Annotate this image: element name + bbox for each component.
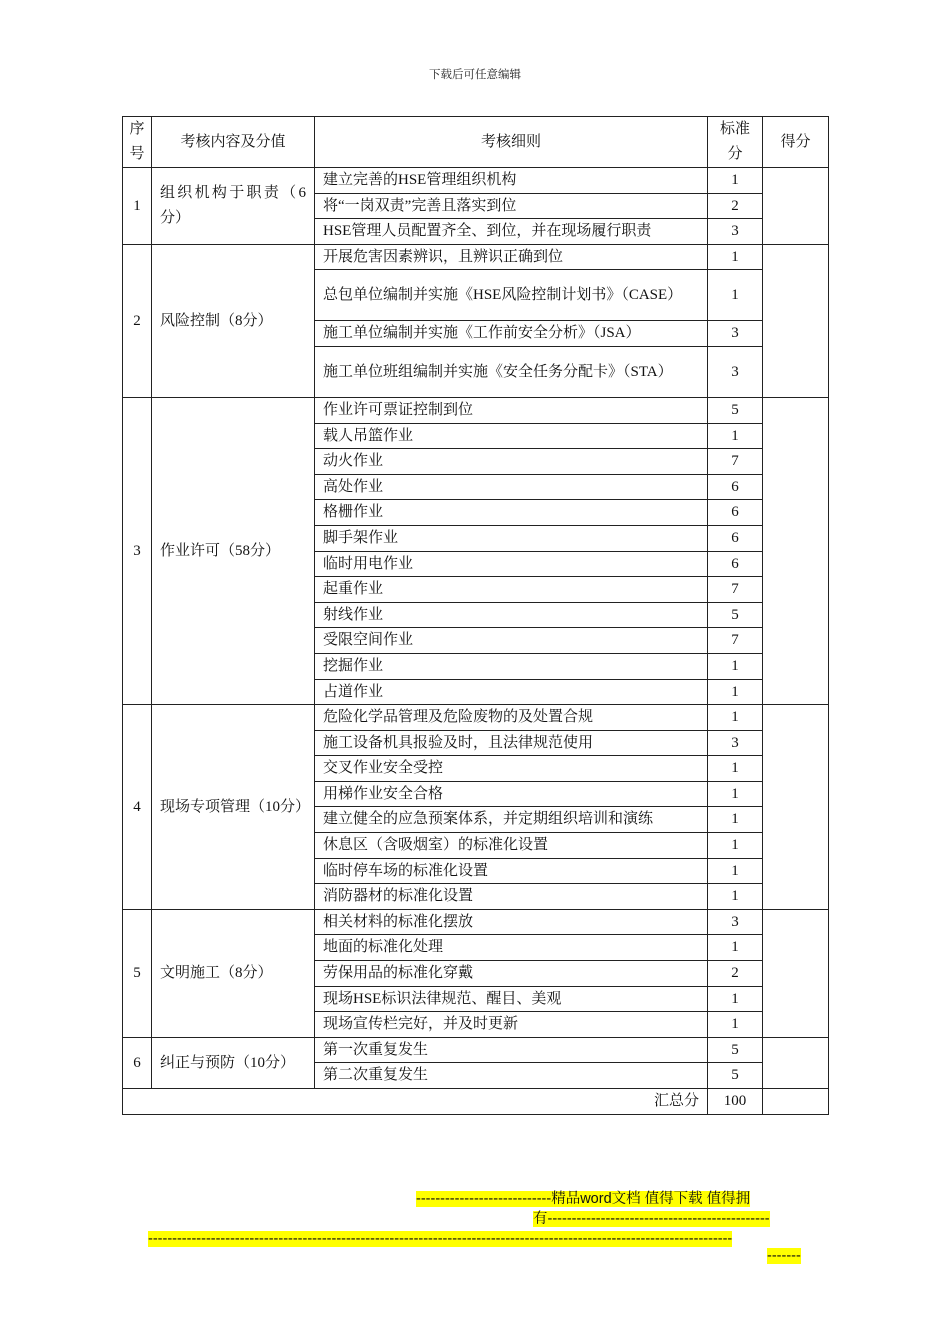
header-no: 序号 [123, 117, 152, 168]
standard-points-cell: 1 [708, 935, 763, 961]
detail-cell: 开展危害因素辨识，且辨识正确到位 [315, 244, 708, 270]
group-name: 文明施工（8分） [152, 909, 315, 1037]
standard-points-cell: 5 [708, 397, 763, 423]
group-name: 纠正与预防（10分） [152, 1037, 315, 1088]
standard-points-cell: 1 [708, 1012, 763, 1038]
detail-cell: HSE管理人员配置齐全、到位，并在现场履行职责 [315, 219, 708, 245]
standard-points-cell: 5 [708, 602, 763, 628]
detail-cell: 建立健全的应急预案体系，并定期组织培训和演练 [315, 807, 708, 833]
detail-cell: 施工设备机具报验及时，且法律规范使用 [315, 730, 708, 756]
group-name: 风险控制（8分） [152, 244, 315, 397]
total-row [123, 1089, 829, 1115]
standard-points-cell: 6 [708, 500, 763, 526]
detail-cell: 载人吊篮作业 [315, 423, 708, 449]
score-cell [763, 397, 829, 704]
group-number: 6 [123, 1037, 152, 1088]
standard-points-cell: 7 [708, 449, 763, 475]
detail-cell: 用梯作业安全合格 [315, 781, 708, 807]
table-row [123, 397, 829, 423]
standard-points-cell: 5 [708, 1037, 763, 1063]
detail-cell: 作业许可票证控制到位 [315, 397, 708, 423]
detail-cell: 总包单位编制并实施《HSE风险控制计划书》（CASE） [315, 270, 708, 321]
detail-cell: 劳保用品的标准化穿戴 [315, 961, 708, 987]
standard-points-cell: 6 [708, 551, 763, 577]
standard-points-cell: 3 [708, 909, 763, 935]
header-standard: 标准分 [708, 117, 763, 168]
table-header-row [123, 117, 829, 168]
standard-points-cell: 3 [708, 730, 763, 756]
detail-cell: 现场宣传栏完好，并及时更新 [315, 1012, 708, 1038]
standard-points-cell: 5 [708, 1063, 763, 1089]
standard-points-cell: 1 [708, 270, 763, 321]
detail-cell: 消防器材的标准化设置 [315, 884, 708, 910]
standard-points-cell: 1 [708, 168, 763, 194]
group-number: 5 [123, 909, 152, 1037]
group-name: 组织机构于职责（6分） [152, 168, 315, 245]
detail-cell: 脚手架作业 [315, 525, 708, 551]
total-score-cell [763, 1089, 829, 1115]
standard-points-cell: 1 [708, 833, 763, 859]
standard-points-cell: 1 [708, 986, 763, 1012]
detail-cell: 地面的标准化处理 [315, 935, 708, 961]
standard-points-cell: 3 [708, 346, 763, 397]
header-score: 得分 [763, 117, 829, 168]
standard-points-cell: 3 [708, 219, 763, 245]
standard-points-cell: 3 [708, 321, 763, 347]
group-number: 1 [123, 168, 152, 245]
detail-cell: 现场HSE标识法律规范、醒目、美观 [315, 986, 708, 1012]
group-number: 2 [123, 244, 152, 397]
detail-cell: 第二次重复发生 [315, 1063, 708, 1089]
detail-cell: 动火作业 [315, 449, 708, 475]
standard-points-cell: 7 [708, 628, 763, 654]
score-cell [763, 909, 829, 1037]
total-label: 汇总分 [123, 1089, 708, 1115]
standard-points-cell: 1 [708, 781, 763, 807]
standard-points-cell: 2 [708, 193, 763, 219]
header-content: 考核内容及分值 [152, 117, 315, 168]
detail-cell: 射线作业 [315, 602, 708, 628]
table-row [123, 909, 829, 935]
standard-points-cell: 1 [708, 756, 763, 782]
detail-cell: 相关材料的标准化摆放 [315, 909, 708, 935]
footer-line-4: ------- [767, 1248, 801, 1264]
footer-line-3: ------------------------------------------------------------------------------------------------------------------------- [148, 1231, 733, 1247]
detail-cell: 危险化学品管理及危险废物的及处置合规 [315, 705, 708, 731]
standard-points-cell: 1 [708, 244, 763, 270]
group-number: 4 [123, 705, 152, 910]
detail-cell: 起重作业 [315, 577, 708, 603]
standard-points-cell: 6 [708, 525, 763, 551]
standard-points-cell: 7 [708, 577, 763, 603]
detail-cell: 高处作业 [315, 474, 708, 500]
assessment-table-body [123, 117, 829, 1115]
group-number: 3 [123, 397, 152, 704]
standard-points-cell: 1 [708, 423, 763, 449]
assessment-table [122, 116, 829, 1115]
detail-cell: 休息区（含吸烟室）的标准化设置 [315, 833, 708, 859]
table-row [123, 244, 829, 270]
detail-cell: 交叉作业安全受控 [315, 756, 708, 782]
group-name: 作业许可（58分） [152, 397, 315, 704]
standard-points-cell: 6 [708, 474, 763, 500]
footer-line-1: ----------------------------精品word文档 值得下载 值得拥 [416, 1191, 751, 1207]
total-value: 100 [708, 1089, 763, 1115]
standard-points-cell: 1 [708, 653, 763, 679]
detail-cell: 挖掘作业 [315, 653, 708, 679]
detail-cell: 格栅作业 [315, 500, 708, 526]
table-row [123, 1037, 829, 1063]
detail-cell: 占道作业 [315, 679, 708, 705]
standard-points-cell: 1 [708, 807, 763, 833]
standard-points-cell: 2 [708, 961, 763, 987]
standard-points-cell: 1 [708, 858, 763, 884]
detail-cell: 施工单位编制并实施《工作前安全分析》（JSA） [315, 321, 708, 347]
table-row [123, 168, 829, 194]
detail-cell: 临时停车场的标准化设置 [315, 858, 708, 884]
standard-points-cell: 1 [708, 679, 763, 705]
detail-cell: 施工单位班组编制并实施《安全任务分配卡》（STA） [315, 346, 708, 397]
detail-cell: 将“一岗双责”完善且落实到位 [315, 193, 708, 219]
page-header-note: 下载后可任意编辑 [429, 69, 521, 81]
standard-points-cell: 1 [708, 705, 763, 731]
header-detail: 考核细则 [315, 117, 708, 168]
score-cell [763, 168, 829, 245]
detail-cell: 建立完善的HSE管理组织机构 [315, 168, 708, 194]
score-cell [763, 705, 829, 910]
standard-points-cell: 1 [708, 884, 763, 910]
detail-cell: 临时用电作业 [315, 551, 708, 577]
table-row [123, 705, 829, 731]
group-name: 现场专项管理（10分） [152, 705, 315, 910]
detail-cell: 第一次重复发生 [315, 1037, 708, 1063]
detail-cell: 受限空间作业 [315, 628, 708, 654]
score-cell [763, 1037, 829, 1088]
footer-line-2: 有---------------------------------------------- [533, 1211, 770, 1227]
score-cell [763, 244, 829, 397]
